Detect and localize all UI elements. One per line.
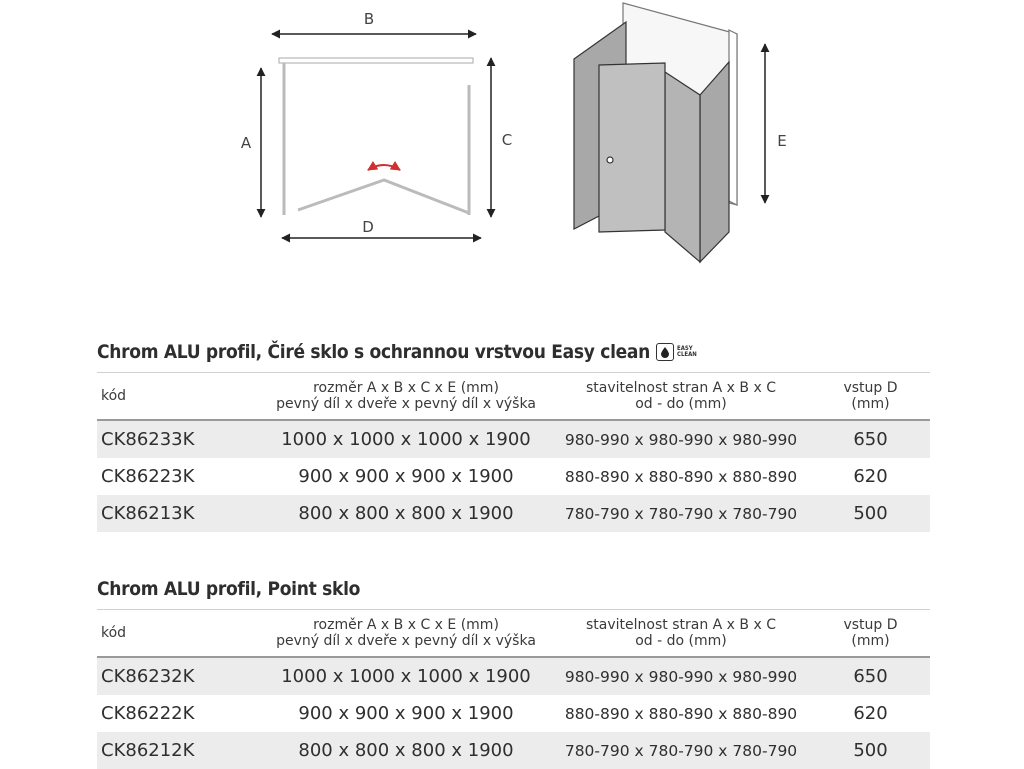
cell-code: CK86223K: [101, 466, 195, 487]
section-easy-clean: [97, 341, 930, 532]
cell-code: CK86213K: [101, 503, 195, 524]
water-drop-icon: [656, 343, 674, 361]
cell-size: 900 x 900 x 900 x 1900: [298, 466, 514, 487]
dimension-a-label: A: [240, 134, 252, 152]
table-row: [97, 695, 930, 732]
cell-entry: 650: [853, 429, 888, 450]
section-title-text: Chrom ALU profil, Point sklo: [97, 578, 361, 600]
header-entry: vstup D (mm): [843, 380, 898, 412]
cell-code: CK86232K: [101, 666, 195, 687]
cell-code: CK86212K: [101, 740, 195, 761]
cell-adjust: 980-990 x 980-990 x 980-990: [564, 430, 798, 449]
header-adjust: stavitelnost stran A x B x C od - do (mm): [586, 617, 776, 649]
cell-code: CK86222K: [101, 703, 195, 724]
section-point-glass: [97, 578, 930, 769]
badge-line1: EASY: [677, 345, 693, 352]
header-size: rozměr A x B x C x E (mm) pevný díl x dveře x pevný díl x výška: [276, 380, 536, 412]
cell-size: 800 x 800 x 800 x 1900: [298, 740, 514, 761]
cell-adjust: 980-990 x 980-990 x 980-990: [564, 667, 798, 686]
cell-code: CK86233K: [101, 429, 195, 450]
header-size: rozměr A x B x C x E (mm) pevný díl x dveře x pevný díl x výška: [276, 617, 536, 649]
product-diagram: [0, 0, 1024, 280]
plan-view: [241, 10, 512, 238]
table-row: [97, 657, 930, 695]
cell-adjust: 880-890 x 880-890 x 880-890: [564, 467, 798, 486]
cell-size: 1000 x 1000 x 1000 x 1900: [281, 429, 531, 450]
cell-adjust: 880-890 x 880-890 x 880-890: [564, 704, 798, 723]
dimension-d-label: D: [362, 218, 374, 236]
front-door-panel: [599, 63, 665, 232]
table-row: [97, 732, 930, 769]
cell-adjust: 780-790 x 780-790 x 780-790: [564, 504, 798, 523]
plan-back-wall: [279, 58, 473, 63]
header-code: kód: [101, 625, 127, 641]
cell-entry: 620: [853, 703, 888, 724]
easy-clean-badge: [656, 343, 697, 361]
right-fixed-panel: [700, 62, 729, 262]
cell-entry: 500: [853, 503, 888, 524]
cell-size: 1000 x 1000 x 1000 x 1900: [281, 666, 531, 687]
product-table: [97, 372, 930, 532]
cell-size: 800 x 800 x 800 x 1900: [298, 503, 514, 524]
cell-adjust: 780-790 x 780-790 x 780-790: [564, 741, 798, 760]
table-row: [97, 420, 930, 458]
product-table: [97, 609, 930, 769]
right-side-wall: [729, 30, 737, 205]
dimension-c-label: C: [501, 131, 513, 149]
table-header-row: [97, 373, 930, 421]
section-title: [97, 341, 930, 363]
door-swing-arrow: [368, 165, 400, 170]
table-row: [97, 458, 930, 495]
badge-line2: CLEAN: [677, 351, 697, 358]
cell-entry: 500: [853, 740, 888, 761]
header-adjust: stavitelnost stran A x B x C od - do (mm): [586, 380, 776, 412]
cell-entry: 650: [853, 666, 888, 687]
right-door-panel: [665, 72, 700, 262]
dimension-e-label: E: [777, 132, 787, 150]
section-title: [97, 578, 930, 600]
plan-door-panels: [298, 180, 469, 213]
header-code: kód: [101, 388, 127, 404]
door-handle: [607, 157, 613, 163]
section-title-text: Chrom ALU profil, Čiré sklo s ochrannou vrstvou Easy clean: [97, 341, 651, 363]
cell-entry: 620: [853, 466, 888, 487]
cell-size: 900 x 900 x 900 x 1900: [298, 703, 514, 724]
dimension-b-label: B: [363, 10, 375, 28]
perspective-view: [574, 3, 737, 262]
table-row: [97, 495, 930, 532]
header-entry: vstup D (mm): [843, 617, 898, 649]
table-header-row: [97, 610, 930, 658]
